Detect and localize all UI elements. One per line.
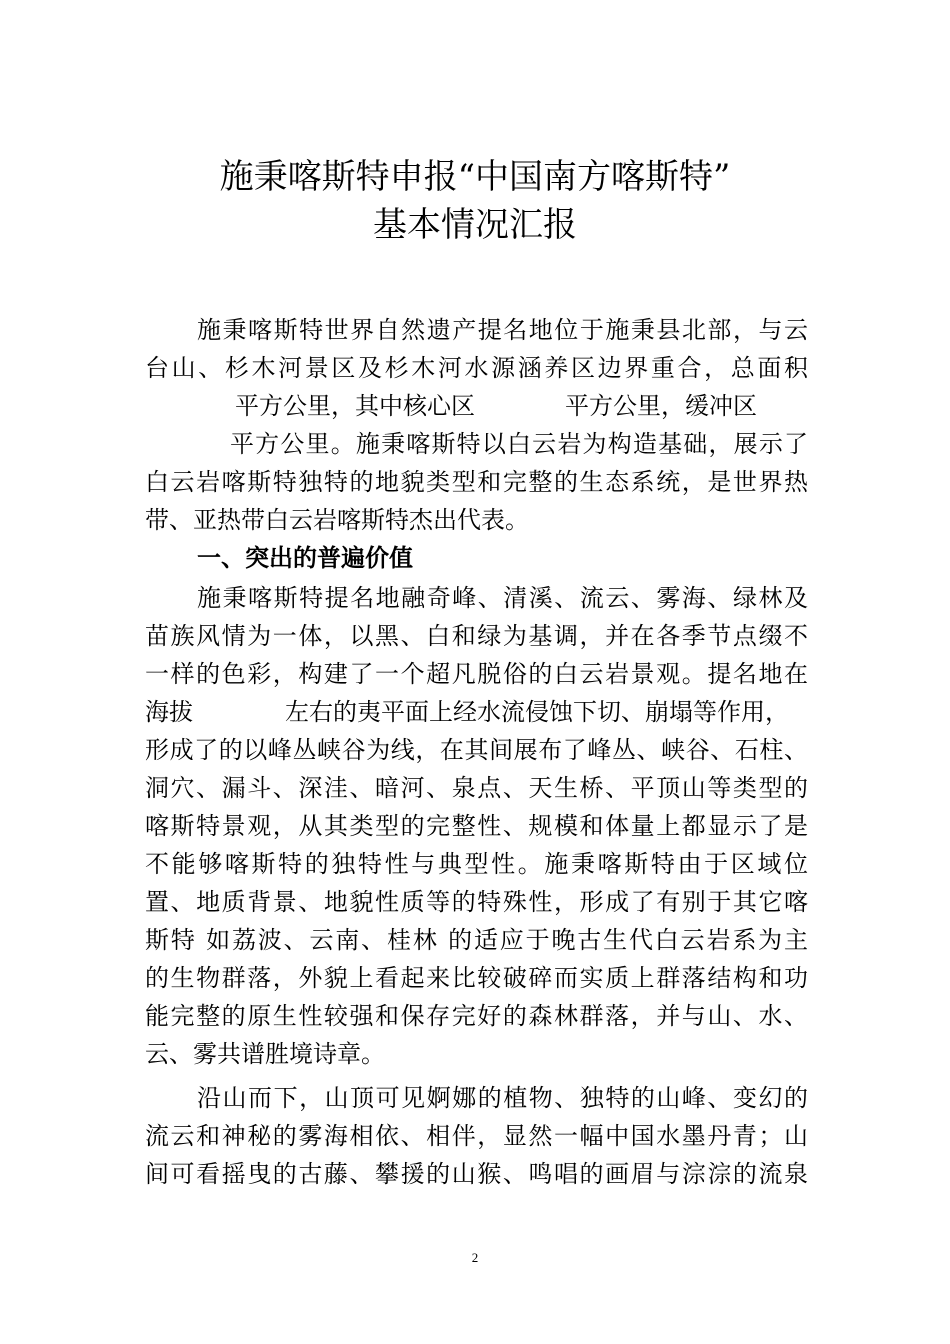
s1p1-line-6: 洞穴、漏斗、深洼、暗河、泉点、天生桥、平顶山等类型的 [145,774,808,802]
intro-line-1: 施秉喀斯特世界自然遗产提名地位于施秉县北部，与云 [197,316,808,344]
document-title-line-2: 基本情况汇报 [373,205,577,245]
s1p1-line-4-part-a: 海拔 [145,698,193,726]
s1p1-line-12: 能完整的原生性较强和保存完好的森林群落，并与山、水、 [145,1002,808,1030]
s1p1-line-3: 一样的色彩，构建了一个超凡脱俗的白云岩景观。提名地在 [145,660,808,688]
s1p1-line-5: 形成了的以峰丛峡谷为线，在其间展布了峰丛、峡谷、石柱、 [145,736,808,764]
s1p1-line-8: 不能够喀斯特的独特性与典型性。施秉喀斯特由于区域位 [145,850,808,878]
intro-line-3-part-b: 平方公里，缓冲区 [565,392,757,420]
s1p2-line-2: 流云和神秘的雾海相依、相伴，显然一幅中国水墨丹青；山 [145,1122,808,1150]
s1p1-line-10: 斯特 如荔波、云南、桂林 的适应于晚古生代白云岩系为主 [145,926,808,954]
intro-line-4: 平方公里。施秉喀斯特以白云岩为构造基础，展示了 [230,430,808,458]
document-title-line-1: 施秉喀斯特申报“中国南方喀斯特” [219,157,731,197]
intro-line-5: 白云岩喀斯特独特的地貌类型和完整的生态系统，是世界热 [145,468,808,496]
s1p2-line-1: 沿山而下，山顶可见婀娜的植物、独特的山峰、变幻的 [197,1084,808,1112]
s1p1-line-11: 的生物群落，外貌上看起来比较破碎而实质上群落结构和功 [145,964,808,992]
section-1-heading: 一、突出的普遍价值 [197,544,413,572]
s1p1-line-7: 喀斯特景观，从其类型的完整性、规模和体量上都显示了是 [145,812,808,840]
s1p1-line-1: 施秉喀斯特提名地融奇峰、清溪、流云、雾海、绿林及 [197,584,808,612]
intro-line-6: 带、亚热带白云岩喀斯特杰出代表。 [145,506,529,534]
s1p1-line-13: 云、雾共谱胜境诗章。 [145,1040,385,1068]
s1p2-line-3: 间可看摇曳的古藤、攀援的山猴、鸣唱的画眉与淙淙的流泉 [145,1160,808,1188]
s1p1-line-9: 置、地质背景、地貌性质等的特殊性，形成了有别于其它喀 [145,888,808,916]
intro-line-3 [235,389,808,423]
s1p1-line-2: 苗族风情为一体，以黑、白和绿为基调，并在各季节点缀不 [145,622,808,650]
s1p1-line-4 [145,695,808,729]
s1p1-line-4-part-b: 左右的夷平面上经水流侵蚀下切、崩塌等作用， [285,698,789,726]
intro-line-3-part-a: 平方公里，其中核心区 [235,392,475,420]
intro-line-2: 台山、杉木河景区及杉木河水源涵养区边界重合，总面积 [145,354,808,382]
page-number: 2 [471,1250,479,1265]
